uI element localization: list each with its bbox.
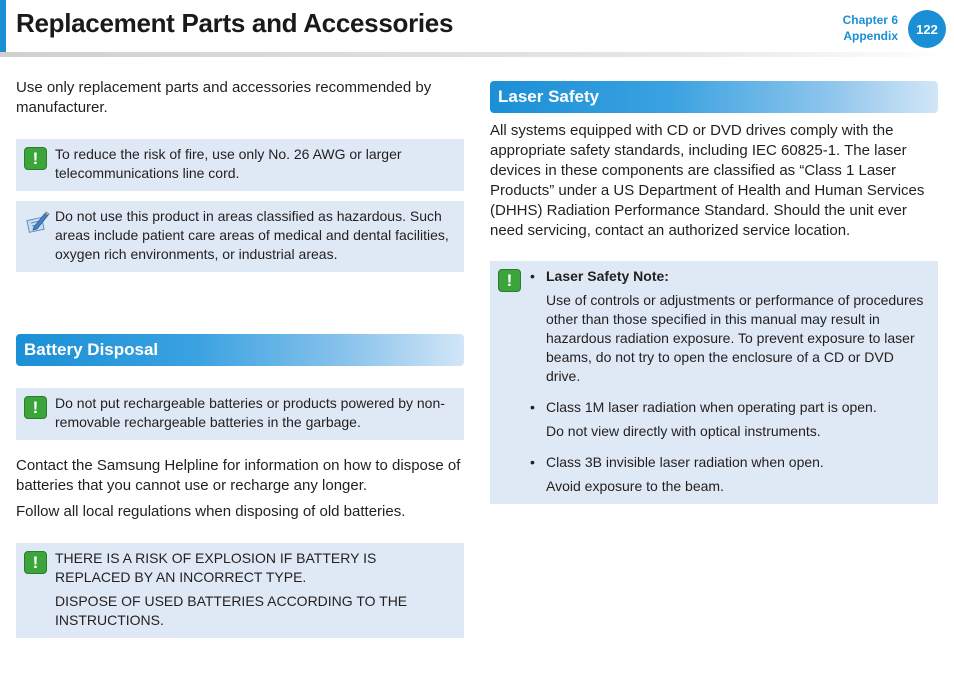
bullet-marker: • [530, 399, 535, 415]
explosion-warning-line-2: DISPOSE OF USED BATTERIES ACCORDING TO THE INSTRUCTIONS. [55, 593, 408, 628]
battery-warning-notice [16, 388, 464, 440]
note-pencil-icon [24, 209, 47, 232]
section-label: Appendix [843, 29, 898, 43]
fire-warning-notice [16, 139, 464, 191]
warning-icon: ! [498, 269, 521, 292]
warning-icon: ! [24, 396, 47, 419]
bullet-marker: • [530, 268, 535, 284]
class-3b-text: Class 3B invisible laser radiation when open. [546, 454, 824, 470]
laser-safety-heading: Laser Safety [490, 81, 938, 113]
laser-note-body: Use of controls or adjustments or performance of procedures other than those specified in this manual may result in hazardous radiation exposure. To prevent exposure to laser beams, do not try to open the enclosure of a CD or DVD drive. [546, 292, 924, 384]
contact-paragraph: Contact the Samsung Helpline for information on how to dispose of batteries that you cannot use or recharge any longer. [16, 457, 461, 494]
laser-note-item [530, 267, 928, 386]
laser-note-title: Laser Safety Note: [546, 268, 669, 284]
class-3b-item [530, 453, 928, 496]
class-1m-item [530, 398, 928, 441]
laser-safety-paragraph: All systems equipped with CD or DVD drives comply with the appropriate safety standards, including IEC 60825-1. The laser devices in these components are classified as “Class 1 Laser Products” under a US Department of Health and Human Services (DHHS) Radiation Performance Standard. Should the unit ever need servicing, contact an authorized service location. [490, 122, 925, 239]
chapter-label: Chapter 6 [842, 13, 898, 27]
warning-icon: ! [24, 551, 47, 574]
header-divider [0, 52, 954, 57]
follow-paragraph: Follow all local regulations when disposing of old batteries. [16, 503, 406, 520]
intro-paragraph: Use only replacement parts and accessories recommended by manufacturer. [16, 79, 432, 116]
fire-warning-text: To reduce the risk of fire, use only No. 26 AWG or larger telecommunications line cord. [55, 146, 402, 181]
laser-safety-note-box [490, 261, 938, 504]
hazard-note-text: Do not use this product in areas classified as hazardous. Such areas include patient care areas of medical and dental facilities, oxygen rich environments, or industrial areas. [55, 208, 449, 262]
battery-disposal-heading: Battery Disposal [16, 334, 464, 366]
explosion-warning-line-1: THERE IS A RISK OF EXPLOSION IF BATTERY IS REPLACED BY AN INCORRECT TYPE. [55, 550, 377, 585]
page-title: Replacement Parts and Accessories [16, 8, 454, 38]
class-1m-text: Class 1M laser radiation when operating part is open. [546, 399, 877, 415]
chapter-info [843, 12, 898, 44]
left-column [16, 78, 464, 638]
explosion-warning-notice [16, 543, 464, 638]
class-1m-caution: Do not view directly with optical instruments. [546, 423, 821, 439]
bullet-marker: • [530, 454, 535, 470]
header-accent-bar [0, 0, 6, 52]
class-3b-caution: Avoid exposure to the beam. [546, 478, 724, 494]
hazard-note-notice [16, 201, 464, 272]
right-column [490, 81, 938, 504]
page-number-badge: 122 [908, 10, 946, 48]
warning-icon: ! [24, 147, 47, 170]
battery-warning-text: Do not put rechargeable batteries or products powered by non-removable rechargeable batteries in the garbage. [55, 395, 445, 430]
